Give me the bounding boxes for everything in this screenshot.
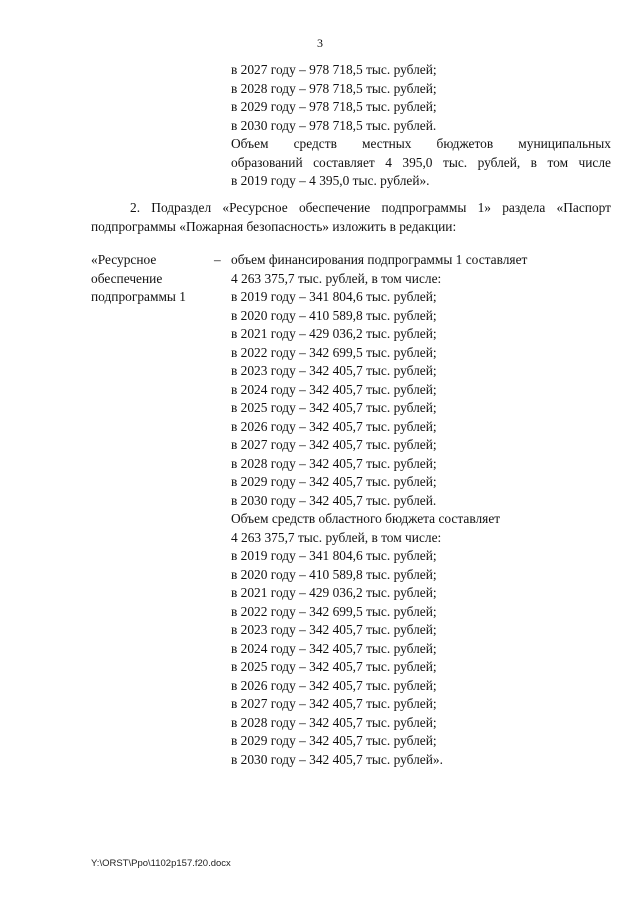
regional-year-line: в 2027 году – 342 405,7 тыс. рублей; [231,696,437,711]
resource-label-line: «Ресурсное [91,252,157,267]
total-year-line: в 2021 году – 429 036,2 тыс. рублей; [231,326,437,341]
regional-year-line: в 2022 году – 342 699,5 тыс. рублей; [231,603,437,619]
regional-intro-line: 4 263 375,7 тыс. рублей, в том числе: [231,529,442,545]
regional-intro-line: Объем средств областного бюджета составляет [231,511,501,526]
total-year-line: в 2030 году – 342 405,7 тыс. рублей. [231,492,437,508]
resource-values [231,251,611,769]
resource-label-line: обеспечение [91,270,163,286]
funding-line: в 2028 году – 978 718,5 тыс. рублей; [231,80,437,96]
total-year-line: в 2029 году – 342 405,7 тыс. рублей; [231,474,437,489]
regional-year-line: в 2026 году – 342 405,7 тыс. рублей; [231,677,437,693]
page-number: 3 [317,36,323,50]
regional-year-line: в 2025 году – 342 405,7 тыс. рублей; [231,659,437,674]
funding-line: в 2030 году – 978 718,5 тыс. рублей. [231,117,437,133]
funding-line: в 2029 году – 978 718,5 тыс. рублей; [231,99,437,114]
local-budget-line: образований составляет 4 395,0 тыс. рублей, в том числе [231,154,611,170]
regional-year-line: в 2029 году – 342 405,7 тыс. рублей; [231,733,437,748]
regional-year-line: в 2028 году – 342 405,7 тыс. рублей; [231,714,437,730]
regional-year-line: в 2021 году – 429 036,2 тыс. рублей; [231,585,437,600]
regional-year-line: в 2024 году – 342 405,7 тыс. рублей; [231,640,437,656]
file-path-footer: Y:\ORST\Ppo\1102p157.f20.docx [91,858,231,869]
total-year-line: в 2022 году – 342 699,5 тыс. рублей; [231,344,437,360]
total-year-line: в 2026 году – 342 405,7 тыс. рублей; [231,418,437,434]
total-year-line: в 2027 году – 342 405,7 тыс. рублей; [231,437,437,452]
total-year-line: в 2024 году – 342 405,7 тыс. рублей; [231,381,437,397]
regional-year-line: в 2020 году – 410 589,8 тыс. рублей; [231,566,437,582]
total-year-line: в 2020 году – 410 589,8 тыс. рублей; [231,307,437,323]
section-text-line: подпрограммы «Пожарная безопасность» изложить в редакции: [91,218,457,234]
total-intro-line: 4 263 375,7 тыс. рублей, в том числе: [231,270,442,286]
regional-year-line: в 2030 году – 342 405,7 тыс. рублей». [231,751,443,767]
total-year-line: в 2028 году – 342 405,7 тыс. рублей; [231,455,437,471]
local-budget-line: в 2019 году – 4 395,0 тыс. рублей». [231,173,430,188]
section-paragraph [91,199,611,236]
regional-year-line: в 2023 году – 342 405,7 тыс. рублей; [231,622,437,637]
resource-label-line: подпрограммы 1 [91,289,186,304]
regional-year-line: в 2019 году – 341 804,6 тыс. рублей; [231,548,437,563]
total-year-line: в 2019 году – 341 804,6 тыс. рублей; [231,289,437,304]
resource-label [91,251,221,307]
funding-line: в 2027 году – 978 718,5 тыс. рублей; [231,62,437,77]
total-year-line: в 2023 году – 342 405,7 тыс. рублей; [231,363,437,378]
top-funding-block [231,61,611,191]
section-text-line: 2. Подраздел «Ресурсное обеспечение подпрограммы 1» раздела «Паспорт [130,200,611,215]
label-dash: – [214,252,221,267]
local-budget-line: Объем средств местных бюджетов муниципальных [231,136,611,151]
total-year-line: в 2025 году – 342 405,7 тыс. рублей; [231,400,437,415]
total-intro-line: объем финансирования подпрограммы 1 составляет [231,252,528,267]
